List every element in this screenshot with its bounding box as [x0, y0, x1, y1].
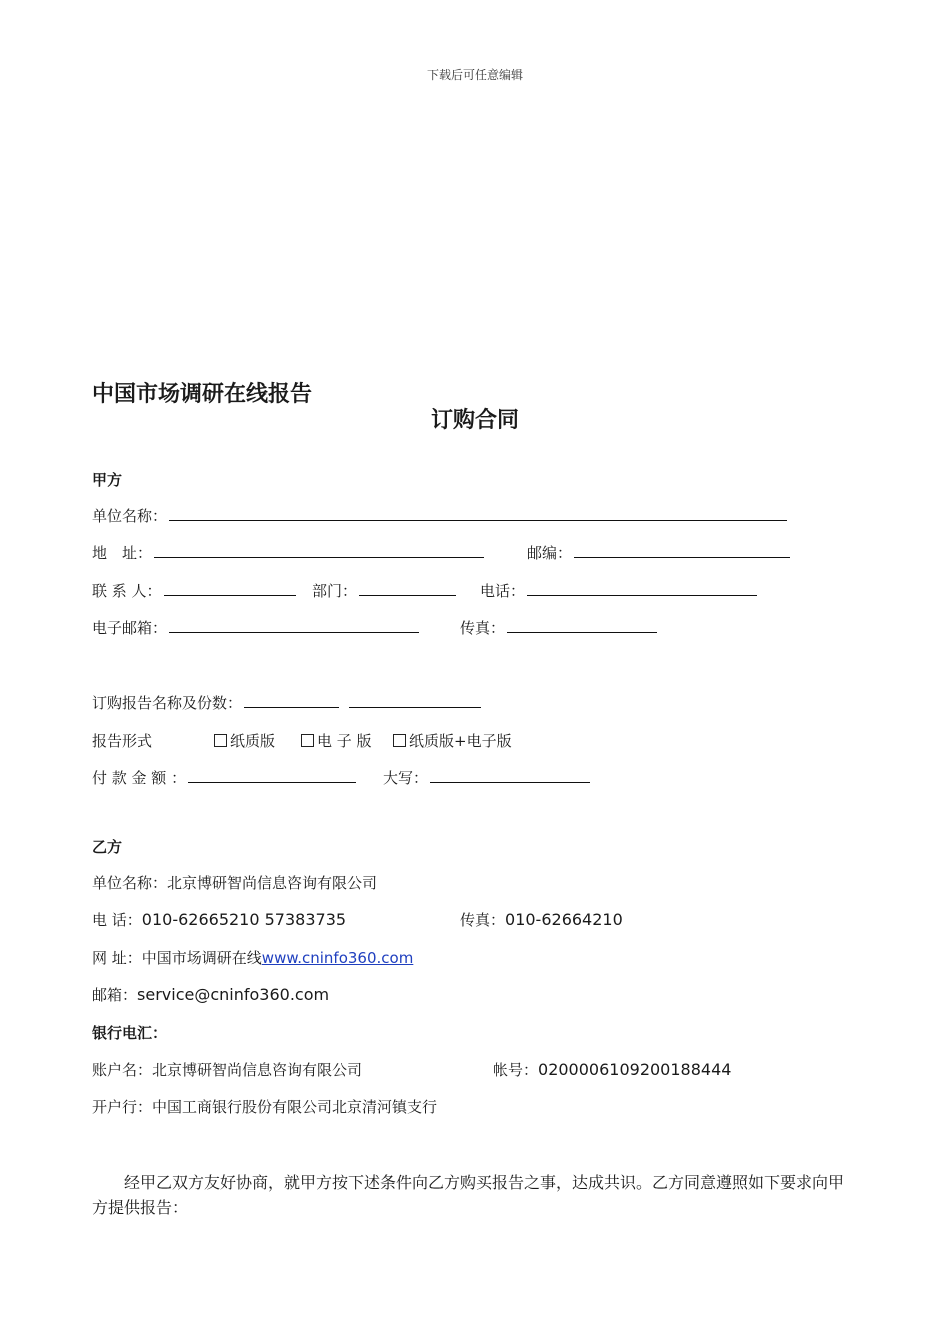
- party-b-phone-label: 电 话：: [92, 911, 142, 929]
- party-a-email-field[interactable]: [169, 618, 419, 633]
- party-b-phone-value: 010-62665210 57383735: [141, 910, 347, 929]
- party-a-address-label: 地 址：: [92, 544, 153, 562]
- report-format-label-row: [92, 730, 152, 752]
- checkbox-icon[interactable]: [301, 734, 314, 747]
- bank-account-name-value: 北京博研智尚信息咨询有限公司: [152, 1061, 363, 1079]
- report-name-row: [92, 692, 481, 714]
- party-a-postcode-row: [527, 542, 790, 564]
- report-format-label: 报告形式: [92, 732, 153, 750]
- party-b-email-row: [92, 984, 329, 1006]
- party-b-company-row: [92, 872, 377, 894]
- format-option-electronic-label: 电 子 版: [317, 732, 372, 750]
- report-name-field[interactable]: [244, 693, 339, 708]
- party-b-fax-row: [460, 909, 623, 931]
- website-link[interactable]: www.cninfo360.com: [261, 949, 414, 967]
- party-b-email-label: 邮箱：: [92, 986, 138, 1004]
- party-b-fax-value: 010-62664210: [505, 910, 623, 929]
- party-a-address-field[interactable]: [154, 543, 484, 558]
- party-a-phone-row: [480, 580, 757, 602]
- party-a-heading: 甲方: [92, 471, 123, 489]
- bank-account-name-row: [92, 1059, 362, 1081]
- format-option-electronic[interactable]: [301, 730, 372, 752]
- bank-branch-row: [92, 1096, 437, 1118]
- report-copies-field[interactable]: [349, 693, 481, 708]
- party-a-department-field[interactable]: [359, 581, 456, 596]
- payment-upper-label: 大写：: [383, 769, 429, 787]
- bank-heading: 银行电汇：: [92, 1024, 168, 1042]
- party-b-heading: 乙方: [92, 838, 123, 856]
- party-b-company-value: 北京博研智尚信息咨询有限公司: [167, 874, 378, 892]
- party-a-fax-label: 传真：: [460, 619, 506, 637]
- bank-branch-label: 开户行：: [92, 1098, 153, 1116]
- bank-account-no-label: 帐号：: [493, 1061, 539, 1079]
- header-note: 下载后可任意编辑: [426, 68, 523, 82]
- party-a-department-label: 部门：: [312, 582, 358, 600]
- party-a-contact-field[interactable]: [164, 581, 296, 596]
- document-subtitle: 订购合同: [430, 408, 519, 433]
- payment-upper-row: [383, 767, 590, 789]
- agreement-paragraph: 经甲乙双方友好协商，就甲方按下述条件向乙方购买报告之事，达成共识。乙方同意遵照如下要求向甲方提供报告：: [92, 1173, 845, 1217]
- party-a-company-label: 单位名称：: [92, 507, 168, 525]
- party-a-email-row: [92, 617, 419, 639]
- party-a-postcode-label: 邮编：: [527, 544, 573, 562]
- checkbox-icon[interactable]: [393, 734, 406, 747]
- party-a-email-label: 电子邮箱：: [92, 619, 168, 637]
- format-option-paper-label: 纸质版: [230, 732, 276, 750]
- party-a-company-row: [92, 505, 787, 527]
- party-b-website-row: [92, 947, 413, 969]
- bank-account-name-label: 账户名：: [92, 1061, 153, 1079]
- payment-amount-label: 付 款 金 额 ：: [92, 769, 187, 787]
- party-a-contact-label: 联 系 人：: [92, 582, 162, 600]
- party-b-company-label: 单位名称：: [92, 874, 168, 892]
- party-a-department-row: [312, 580, 456, 602]
- party-a-company-field[interactable]: [169, 506, 787, 521]
- party-a-contact-row: [92, 580, 296, 602]
- payment-amount-field[interactable]: [188, 768, 356, 783]
- report-name-label: 订购报告名称及份数：: [92, 694, 243, 712]
- party-b-email-value: service@cninfo360.com: [137, 985, 330, 1004]
- payment-amount-row: [92, 767, 356, 789]
- party-a-postcode-field[interactable]: [574, 543, 790, 558]
- party-a-phone-field[interactable]: [527, 581, 757, 596]
- party-b-website-text: 中国市场调研在线: [141, 949, 262, 967]
- bank-account-no-value: 0200006109200188444: [538, 1060, 732, 1079]
- party-a-fax-field[interactable]: [507, 618, 657, 633]
- document-title: 中国市场调研在线报告: [92, 382, 313, 407]
- bank-account-no-row: [493, 1059, 731, 1081]
- format-option-paper[interactable]: [214, 730, 275, 752]
- party-a-address-row: [92, 542, 484, 564]
- party-a-fax-row: [460, 617, 657, 639]
- party-b-phone-row: [92, 909, 346, 931]
- format-option-both[interactable]: [393, 730, 512, 752]
- party-a-phone-label: 电话：: [480, 582, 526, 600]
- checkbox-icon[interactable]: [214, 734, 227, 747]
- party-b-website-label: 网 址：: [92, 949, 142, 967]
- payment-upper-field[interactable]: [430, 768, 590, 783]
- format-option-both-label: 纸质版+电子版: [409, 732, 512, 750]
- bank-branch-value: 中国工商银行股份有限公司北京清河镇支行: [152, 1098, 438, 1116]
- party-b-fax-label: 传真：: [460, 911, 506, 929]
